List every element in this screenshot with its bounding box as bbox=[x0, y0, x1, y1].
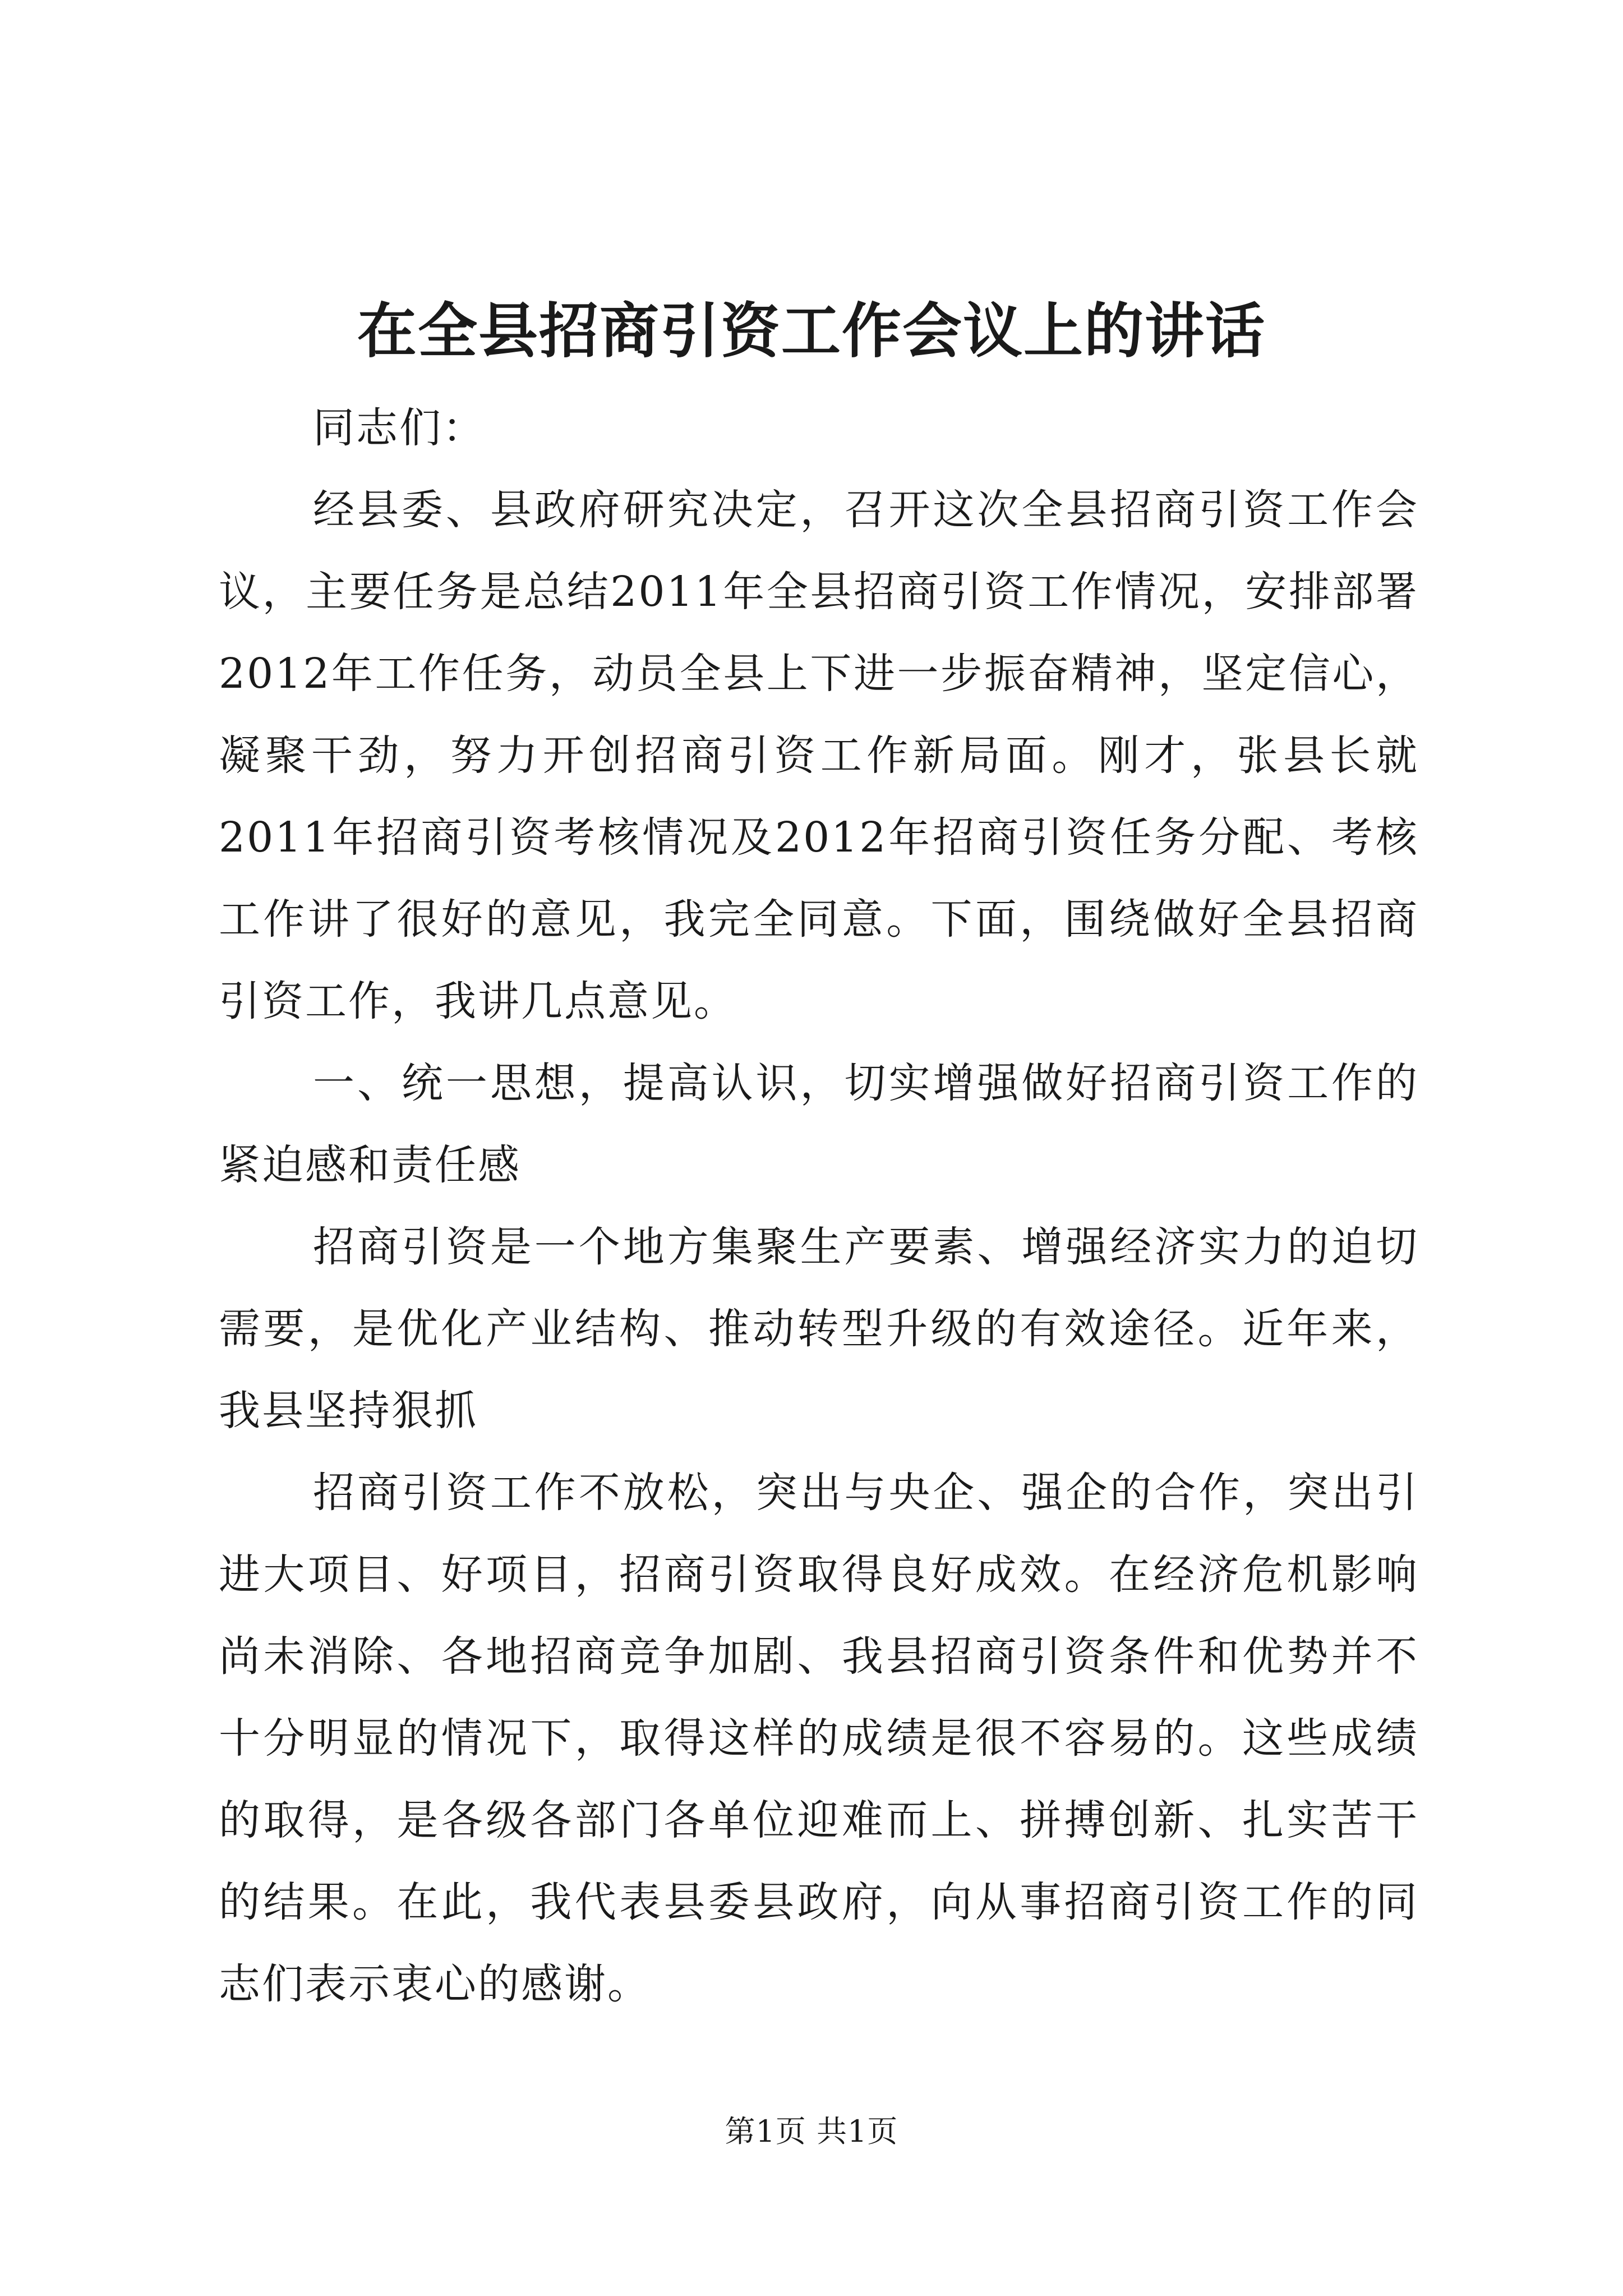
section-heading-1: 一、统一思想，提高认识，切实增强做好招商引资工作的紧迫感和责任感 bbox=[219, 1059, 1419, 1189]
intro-paragraph: 经县委、县政府研究决定，召开这次全县招商引资工作会议，主要任务是总结2011年全县招商引资工作情况，安排部署2012年工作任务，动员全县上下进一步振奋精神，坚定信心，凝聚干劲，努力开创招商引资工作新局面。刚才，张县长就2011年招商引资考核情况及2012年招商引资任务分配、考核工作讲了很好的意见，我完全同意。下面，围绕做好全县招商引资工作，我讲几点意见。 bbox=[219, 486, 1419, 1025]
document-title: 在全县招商引资工作会议上的讲话 bbox=[357, 296, 1266, 366]
document-body bbox=[219, 387, 1419, 2025]
page-footer: 第1页 共1页 bbox=[725, 2114, 898, 2149]
body-paragraph: 招商引资是一个地方集聚生产要素、增强经济实力的迫切需要，是优化产业结构、推动转型升级的有效途径。近年来，我县坚持狠抓 bbox=[219, 1223, 1419, 1435]
body-paragraph: 招商引资工作不放松，突出与央企、强企的合作，突出引进大项目、好项目，招商引资取得良好成效。在经济危机影响尚未消除、各地招商竞争加剧、我县招商引资条件和优势并不十分明显的情况下，取得这样的成绩是很不容易的。这些成绩的取得，是各级各部门各单位迎难而上、拼搏创新、扎实苦干的结果。在此，我代表县委县政府，向从事招商引资工作的同志们表示衷心的感谢。 bbox=[219, 1469, 1419, 2008]
salutation-paragraph: 同志们： bbox=[313, 404, 486, 452]
